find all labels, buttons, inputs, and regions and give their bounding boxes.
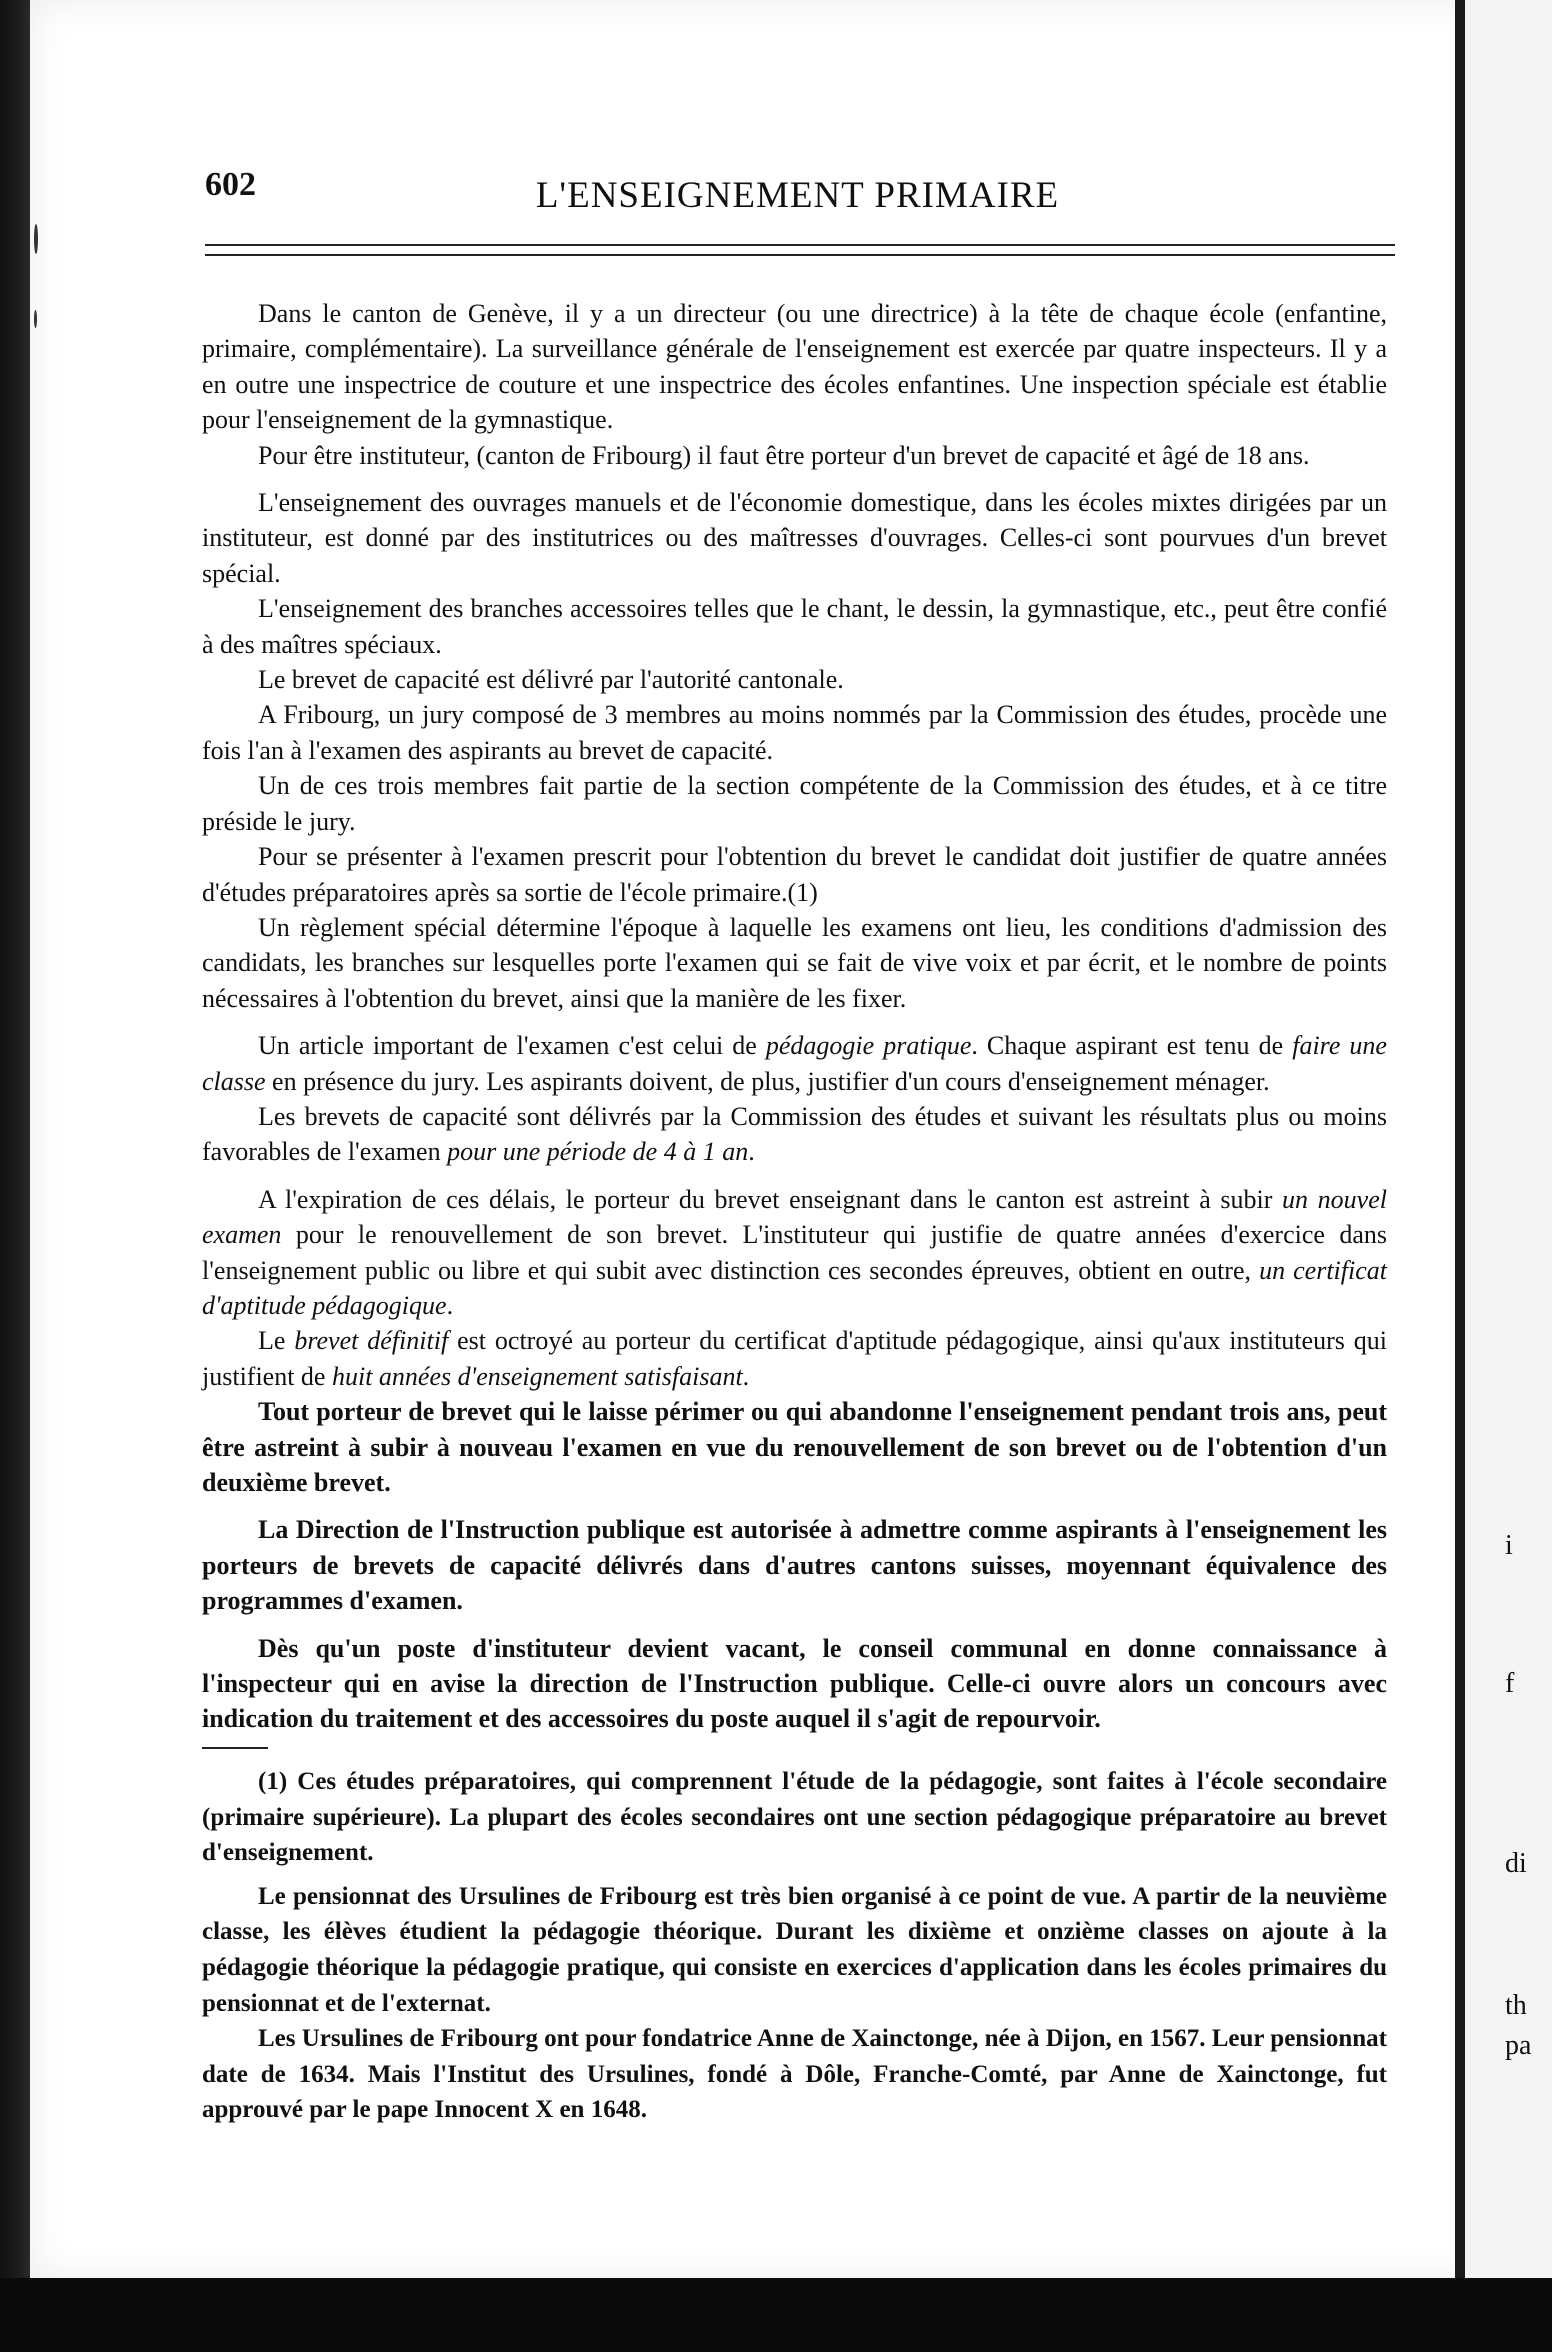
running-header: [205, 160, 1390, 230]
adjacent-page-letter: i: [1505, 1530, 1513, 1561]
paragraph: Un règlement spécial détermine l'époque à laquelle les examens ont lieu, les conditions d'admission des candidats, les branches sur lesquelles porte l'examen qui se fait de vive voix et par écrit, et le nombre de points nécessaires à l'obtention du brevet, ainsi que la manière de les fixer.: [202, 912, 1387, 1013]
left-page-edge: [0, 0, 30, 2352]
italic-term: pédagogie pratique: [765, 1031, 972, 1061]
adjacent-page-letter: pa: [1505, 2030, 1532, 2061]
text-run: en présence du jury. Les aspirants doivent, de plus, justifier d'un cours d'enseignement ménager.: [265, 1066, 1270, 1096]
paragraph: Dès qu'un poste d'instituteur devient vacant, le conseil communal en donne connaissance à l'inspecteur qui en avise la direction de l'Instruction publique. Celle-ci ouvre alors un concours avec indication du traitement et des accessoires du poste auquel il s'agit de repourvoir.: [202, 1633, 1387, 1734]
paragraph: Un de ces trois membres fait partie de la section compétente de la Commission des études, et à ce titre préside le jury.: [202, 771, 1387, 836]
footnote: (1) Ces études préparatoires, qui comprennent l'étude de la pédagogie, sont faites à l'école secondaire (primaire supérieure). La plupart des écoles secondaires ont une section pédagogique préparatoire au brevet d'enseignement.: [202, 1768, 1387, 1867]
paragraph: Dans le canton de Genève, il y a un directeur (ou une directrice) à la tête de chaque école (enfantine, primaire, complémentaire). La surveillance générale de l'enseignement est exercée par quatre inspecteurs. Il y a en outre une inspectrice de couture et une inspectrice des écoles enfantines. Une inspection spéciale est établie pour l'enseignement de la gymnastique.: [202, 299, 1387, 435]
paragraph: Le brevet de capacité est délivré par l'autorité cantonale.: [258, 665, 844, 695]
adjacent-page-letter: th: [1505, 1990, 1527, 2021]
body-text: [202, 296, 1387, 1737]
paragraph: A Fribourg, un jury composé de 3 membres au moins nommés par la Commission des études, procède une fois l'an à l'examen des aspirants au brevet de capacité.: [202, 700, 1387, 765]
paragraph: L'enseignement des branches accessoires telles que le chant, le dessin, la gymnastique, etc., peut être confié à des maîtres spéciaux.: [202, 594, 1387, 659]
text-run: . Chaque aspirant est tenu de: [971, 1031, 1293, 1061]
paragraph: L'enseignement des ouvrages manuels et de l'économie domestique, dans les écoles mixtes dirigées par un instituteur, est donné par des institutrices ou des maîtresses d'ouvrages. Celles-ci sont pourvues d'un brevet spécial.: [202, 488, 1387, 588]
text-run: A l'expiration de ces délais, le porteur du brevet enseignant dans le canton est astreint à subir: [258, 1184, 1283, 1214]
text-run: Un article important de l'examen c'est celui de: [258, 1031, 766, 1061]
footnote: Le pensionnat des Ursulines de Fribourg est très bien organisé à ce point de vue. A partir de la neuvième classe, les élèves étudient la pédagogie théorique. Durant les dixième et onzième classes on ajoute à la pédagogie théorique la pédagogie pratique, qui consiste en exercices d'application dans les écoles primaires du pensionnat et de l'externat.: [202, 1882, 1387, 2017]
paragraph: [202, 1028, 1387, 1099]
scan-speck: [34, 224, 38, 254]
text-run: Le: [258, 1326, 295, 1356]
paragraph: [202, 1323, 1387, 1394]
paragraph: Tout porteur de brevet qui le laisse périmer ou qui abandonne l'enseignement pendant trois ans, peut être astreint à subir à nouveau l'examen en vue du renouvellement de son brevet ou de l'obtention d'un deuxième brevet.: [202, 1397, 1387, 1497]
footnote: Les Ursulines de Fribourg ont pour fondatrice Anne de Xainctonge, née à Dijon, en 1567. Leur pensionnat date de 1634. Mais l'Institut des Ursulines, fondé à Dôle, Franche-Comté, par Anne de Xainctonge, fut approuvé par le pape Innocent X en 1648.: [202, 2025, 1388, 2124]
page-number: 602: [205, 166, 256, 203]
text-run: .: [742, 1361, 750, 1391]
italic-term: un nouvel examen: [202, 1184, 1387, 1250]
footnote-rule: [202, 1747, 268, 1749]
italic-term: un certificat d'aptitude pédagogique: [202, 1255, 1387, 1320]
adjacent-page-letter: di: [1505, 1848, 1527, 1879]
text-run: .: [446, 1290, 454, 1320]
paragraph: Pour se présenter à l'examen prescrit pour l'obtention du brevet le candidat doit justifier de quatre années d'études préparatoires après sa sortie de l'école primaire.(1): [202, 842, 1387, 907]
header-double-rule: [205, 244, 1395, 256]
paragraph: [202, 1099, 1387, 1170]
scan-bottom-band: [0, 2278, 1552, 2352]
book-gutter: [1455, 0, 1465, 2278]
adjacent-page-fragment: [1465, 0, 1552, 2278]
italic-term: brevet définitif: [294, 1326, 449, 1356]
italic-term: pour une période de 4 à 1 an: [447, 1137, 749, 1167]
footnotes: [202, 1764, 1387, 2128]
text-run: Les brevets de capacité sont délivrés par la Commission des études et suivant les résultats plus ou moins favorables de l'examen: [202, 1101, 1387, 1167]
italic-term: faire une classe: [202, 1031, 1387, 1096]
text-run: .: [748, 1137, 755, 1167]
paragraph: [202, 1182, 1387, 1324]
adjacent-page-letter: f: [1505, 1668, 1515, 1699]
running-title: L'ENSEIGNEMENT PRIMAIRE: [535, 175, 1060, 216]
scan-speck: [34, 310, 37, 328]
text-run: est octroyé au porteur du certificat d'aptitude pédagogique, ainsi qu'aux instituteurs qui justifient de: [202, 1326, 1387, 1391]
text-run: pour le renouvellement de son brevet. L'instituteur qui justifie de quatre années d'exercice dans l'enseignement public ou libre et qui subit avec distinction ces secondes épreuves, obtient en outre,: [202, 1220, 1387, 1285]
paragraph: Pour être instituteur, (canton de Fribourg) il faut être porteur d'un brevet de capacité et âgé de 18 ans.: [258, 440, 1310, 470]
paragraph: La Direction de l'Instruction publique est autorisée à admettre comme aspirants à l'enseignement les porteurs de brevets de capacité délivrés dans d'autres cantons suisses, moyennant équivalence des programmes d'examen.: [202, 1515, 1387, 1616]
italic-term: huit années d'enseignement satisfaisant: [331, 1361, 743, 1391]
